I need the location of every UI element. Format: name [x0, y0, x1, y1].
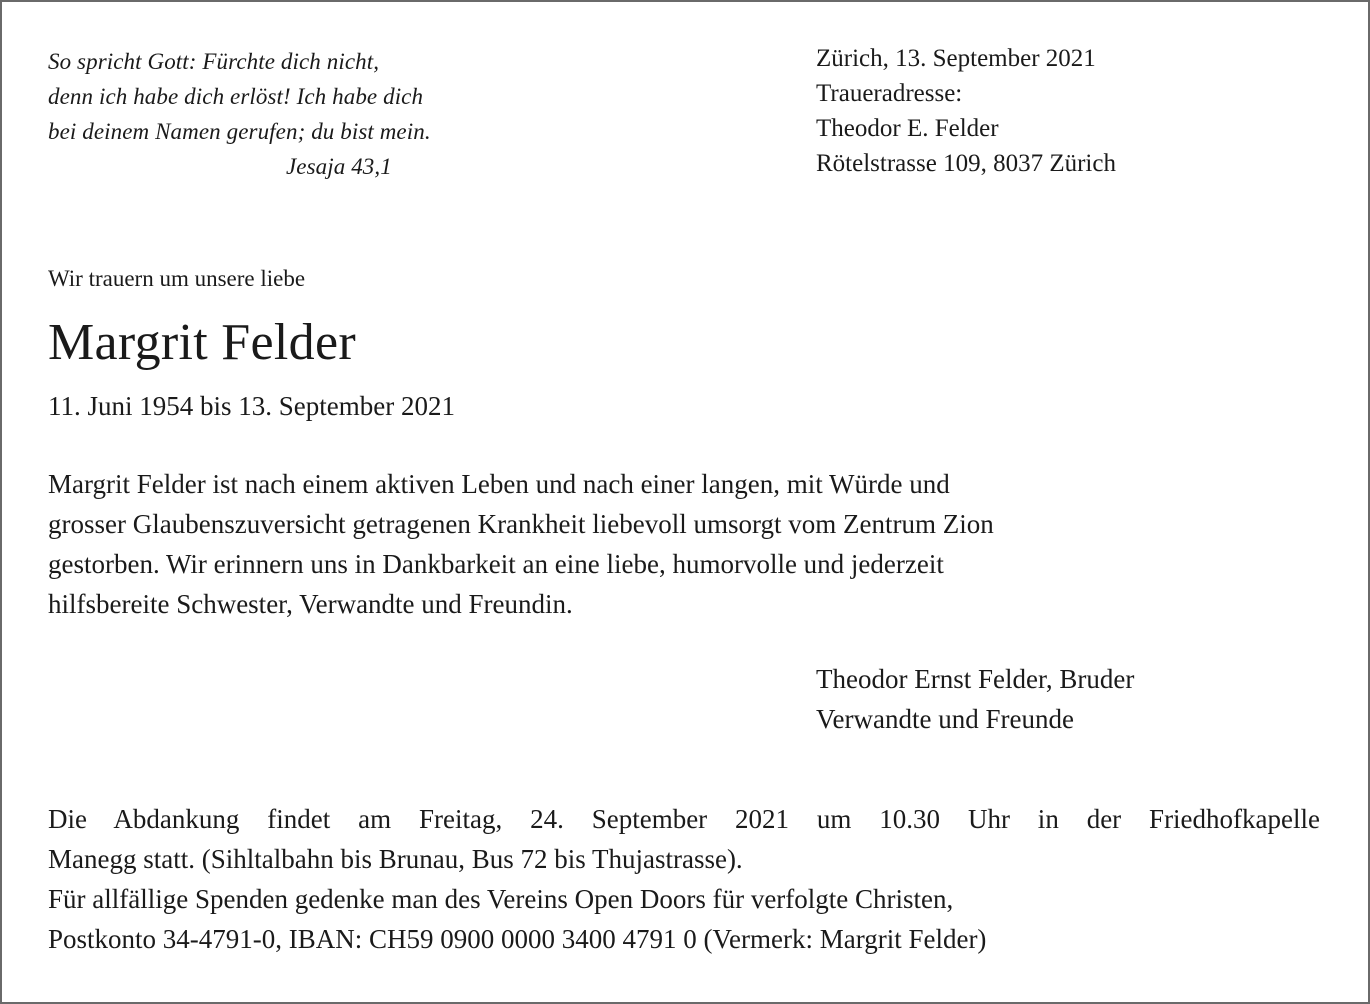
signers	[816, 659, 1134, 739]
mourning-address	[816, 41, 1116, 181]
obituary-line: gestorben. Wir erinnern uns in Dankbarkeit an eine liebe, humorvolle und jederzeit	[48, 549, 944, 579]
service-line: Die Abdankung findet am Freitag, 24. September 2021 um 10.30 Uhr in der Friedhofkapelle	[48, 804, 1320, 834]
donation-account-line: Postkonto 34-4791-0, IBAN: CH59 0900 0000 3400 4791 0 (Vermerk: Margrit Felder)	[48, 924, 987, 954]
donation-line: Für allfällige Spenden gedenke man des Vereins Open Doors für verfolgte Christen,	[48, 884, 954, 914]
verse-line: So spricht Gott: Fürchte dich nicht,	[48, 49, 380, 74]
address-street: Rötelstrasse 109, 8037 Zürich	[816, 150, 1116, 177]
obituary-text	[48, 464, 994, 624]
address-contact-name: Theodor E. Felder	[816, 115, 999, 142]
deceased-name: Margrit Felder	[48, 314, 356, 371]
intro-text: Wir trauern um unsere liebe	[48, 266, 306, 291]
address-label: Traueradresse:	[816, 80, 963, 107]
obituary-line: grosser Glaubenszuversicht getragenen Krankheit liebevoll umsorgt vom Zentrum Zion	[48, 509, 994, 539]
service-line: Manegg statt. (Sihltalbahn bis Brunau, Bus 72 bis Thujastrasse).	[48, 844, 743, 874]
life-dates: 11. Juni 1954 bis 13. September 2021	[48, 391, 455, 421]
signer-line: Theodor Ernst Felder, Bruder	[816, 664, 1135, 694]
verse-line: denn ich habe dich erlöst! Ich habe dich	[48, 84, 424, 109]
place-date: Zürich, 13. September 2021	[816, 45, 1096, 72]
signer-line: Verwandte und Freunde	[816, 704, 1074, 734]
obituary-line: hilfsbereite Schwester, Verwandte und Freundin.	[48, 589, 573, 619]
verse-line: bei deinem Namen gerufen; du bist mein.	[48, 119, 431, 144]
verse-reference: Jesaja 43,1	[286, 154, 392, 179]
service-info	[48, 799, 1320, 959]
obituary-line: Margrit Felder ist nach einem aktiven Leben und nach einer langen, mit Würde und	[48, 469, 950, 499]
bible-verse	[48, 44, 431, 184]
